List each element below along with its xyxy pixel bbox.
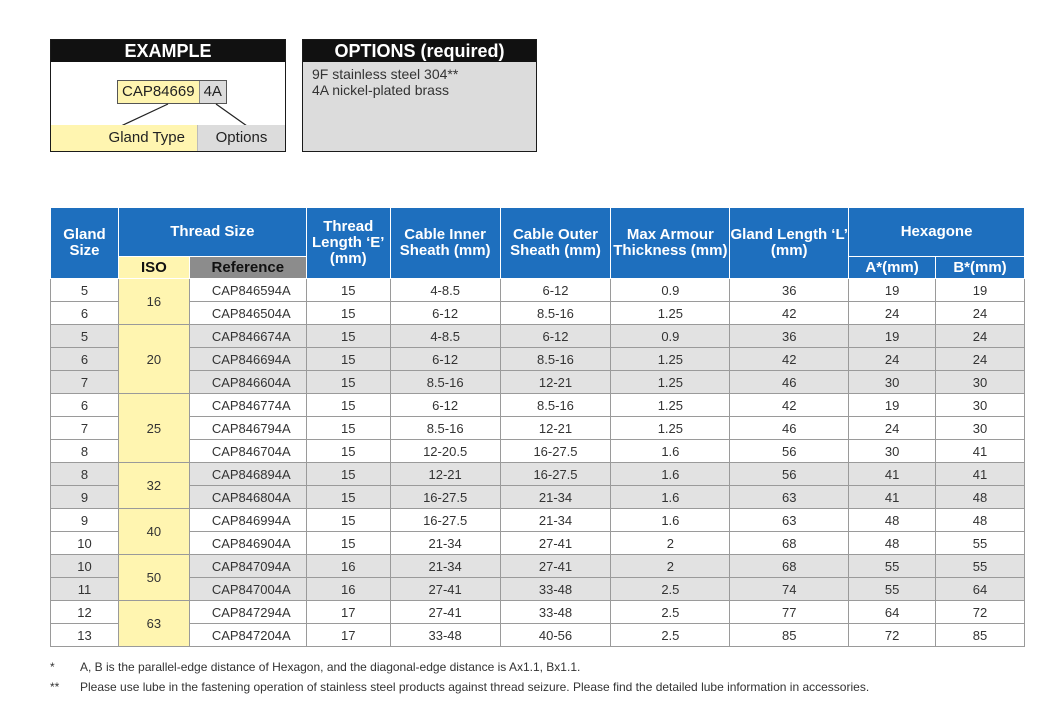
- cell-hex-b: 24: [936, 348, 1025, 371]
- cell-reference: CAP846904A: [189, 532, 306, 555]
- cell-reference: CAP846994A: [189, 509, 306, 532]
- cell-outer-sheath: 27-41: [500, 532, 611, 555]
- option-item: 9F stainless steel 304**: [312, 66, 459, 82]
- cell-outer-sheath: 40-56: [500, 624, 611, 647]
- cell-hex-a: 24: [849, 348, 936, 371]
- cell-hex-b: 72: [936, 601, 1025, 624]
- cell-armour-thickness: 1.25: [611, 371, 730, 394]
- cell-iso: 16: [118, 279, 189, 325]
- cell-inner-sheath: 27-41: [390, 578, 500, 601]
- cell-thread-length: 15: [306, 532, 390, 555]
- cell-hex-a: 48: [849, 532, 936, 555]
- cell-thread-length: 15: [306, 417, 390, 440]
- table-row: [51, 532, 1025, 555]
- cell-gland-size: 6: [51, 394, 119, 417]
- example-option-code: 4A: [199, 81, 226, 103]
- table-row: [51, 348, 1025, 371]
- cell-gland-length: 56: [730, 463, 849, 486]
- cell-reference: CAP846794A: [189, 417, 306, 440]
- spec-table-body: [51, 279, 1025, 647]
- cell-gland-length: 36: [730, 279, 849, 302]
- header-hexagone: Hexagone: [849, 208, 1025, 257]
- cell-gland-size: 12: [51, 601, 119, 624]
- example-title: EXAMPLE: [51, 40, 285, 62]
- cell-gland-length: 68: [730, 555, 849, 578]
- table-row: [51, 325, 1025, 348]
- cell-outer-sheath: 12-21: [500, 371, 611, 394]
- header-a-mm: A*(mm): [849, 257, 936, 279]
- header-iso: ISO: [118, 257, 189, 279]
- cell-gland-size: 9: [51, 486, 119, 509]
- header-gland-length: Gland Length ‘L’ (mm): [730, 208, 849, 279]
- cell-outer-sheath: 12-21: [500, 417, 611, 440]
- cell-inner-sheath: 21-34: [390, 532, 500, 555]
- cell-gland-length: 42: [730, 394, 849, 417]
- cell-inner-sheath: 4-8.5: [390, 325, 500, 348]
- cell-inner-sheath: 33-48: [390, 624, 500, 647]
- cell-armour-thickness: 1.6: [611, 463, 730, 486]
- cell-hex-b: 48: [936, 509, 1025, 532]
- cell-gland-size: 10: [51, 555, 119, 578]
- cell-thread-length: 15: [306, 348, 390, 371]
- cell-reference: CAP846674A: [189, 325, 306, 348]
- cell-thread-length: 15: [306, 302, 390, 325]
- cell-hex-a: 19: [849, 325, 936, 348]
- options-box: [302, 39, 537, 152]
- table-row: [51, 394, 1025, 417]
- cell-gland-size: 8: [51, 463, 119, 486]
- cell-hex-b: 85: [936, 624, 1025, 647]
- cell-reference: CAP846774A: [189, 394, 306, 417]
- cell-thread-length: 15: [306, 463, 390, 486]
- cell-armour-thickness: 1.6: [611, 440, 730, 463]
- cell-iso: 32: [118, 463, 189, 509]
- cell-armour-thickness: 0.9: [611, 279, 730, 302]
- cell-hex-a: 64: [849, 601, 936, 624]
- cell-thread-length: 15: [306, 279, 390, 302]
- cell-gland-size: 13: [51, 624, 119, 647]
- cell-inner-sheath: 16-27.5: [390, 509, 500, 532]
- cell-reference: CAP847204A: [189, 624, 306, 647]
- cell-hex-a: 41: [849, 463, 936, 486]
- footnote: * A, B is the parallel-edge distance of Hexagon, and the diagonal-edge distance is Ax1.1, Bx1.1.: [50, 660, 581, 674]
- cell-hex-b: 19: [936, 279, 1025, 302]
- options-title: OPTIONS (required): [303, 40, 536, 62]
- footnotes: [50, 657, 1010, 697]
- cell-iso: 63: [118, 601, 189, 647]
- table-row: [51, 555, 1025, 578]
- header-thread-length: Thread Length ‘E’ (mm): [306, 208, 390, 279]
- cell-hex-b: 48: [936, 486, 1025, 509]
- cell-hex-b: 30: [936, 394, 1025, 417]
- table-row: [51, 624, 1025, 647]
- cell-outer-sheath: 6-12: [500, 279, 611, 302]
- cell-outer-sheath: 16-27.5: [500, 440, 611, 463]
- header-thread-size: Thread Size: [118, 208, 306, 257]
- cell-armour-thickness: 0.9: [611, 325, 730, 348]
- header-b-mm: B*(mm): [936, 257, 1025, 279]
- example-connector-lines: [51, 103, 285, 127]
- table-row: [51, 417, 1025, 440]
- cell-armour-thickness: 1.6: [611, 486, 730, 509]
- cell-outer-sheath: 33-48: [500, 578, 611, 601]
- option-item: 4A nickel-plated brass: [312, 82, 449, 98]
- table-row: [51, 440, 1025, 463]
- cell-reference: CAP846704A: [189, 440, 306, 463]
- table-row: [51, 601, 1025, 624]
- cell-outer-sheath: 21-34: [500, 509, 611, 532]
- cell-outer-sheath: 6-12: [500, 325, 611, 348]
- cell-reference: CAP846594A: [189, 279, 306, 302]
- cell-gland-length: 46: [730, 417, 849, 440]
- cell-gland-size: 9: [51, 509, 119, 532]
- cell-hex-a: 41: [849, 486, 936, 509]
- cell-hex-a: 24: [849, 417, 936, 440]
- example-code: [117, 80, 227, 104]
- cell-outer-sheath: 21-34: [500, 486, 611, 509]
- cell-armour-thickness: 1.6: [611, 509, 730, 532]
- header-gland-size: Gland Size: [51, 208, 119, 279]
- cell-gland-size: 10: [51, 532, 119, 555]
- cell-gland-length: 68: [730, 532, 849, 555]
- cell-thread-length: 17: [306, 601, 390, 624]
- cell-outer-sheath: 8.5-16: [500, 394, 611, 417]
- cell-reference: CAP846604A: [189, 371, 306, 394]
- cell-hex-a: 55: [849, 555, 936, 578]
- cell-hex-a: 30: [849, 440, 936, 463]
- cell-hex-a: 48: [849, 509, 936, 532]
- cell-hex-b: 41: [936, 463, 1025, 486]
- cell-armour-thickness: 1.25: [611, 394, 730, 417]
- table-row: [51, 302, 1025, 325]
- cell-outer-sheath: 33-48: [500, 601, 611, 624]
- cell-thread-length: 17: [306, 624, 390, 647]
- cell-reference: CAP847094A: [189, 555, 306, 578]
- cell-armour-thickness: 2.5: [611, 601, 730, 624]
- example-gland-code: CAP84669: [118, 81, 199, 103]
- cell-hex-a: 19: [849, 279, 936, 302]
- cell-gland-length: 46: [730, 371, 849, 394]
- cell-iso: 20: [118, 325, 189, 394]
- cell-armour-thickness: 1.25: [611, 348, 730, 371]
- cell-thread-length: 15: [306, 394, 390, 417]
- cell-gland-length: 77: [730, 601, 849, 624]
- options-list: [303, 62, 536, 98]
- gland-type-label: Gland Type: [51, 125, 197, 151]
- table-row: [51, 371, 1025, 394]
- cell-inner-sheath: 21-34: [390, 555, 500, 578]
- cell-inner-sheath: 6-12: [390, 394, 500, 417]
- cell-hex-a: 19: [849, 394, 936, 417]
- cell-thread-length: 15: [306, 325, 390, 348]
- table-row: [51, 279, 1025, 302]
- cell-hex-a: 55: [849, 578, 936, 601]
- cell-thread-length: 15: [306, 509, 390, 532]
- cell-hex-b: 55: [936, 532, 1025, 555]
- options-label: Options: [197, 125, 285, 151]
- cell-thread-length: 16: [306, 578, 390, 601]
- cell-gland-length: 85: [730, 624, 849, 647]
- cell-armour-thickness: 1.25: [611, 417, 730, 440]
- cell-armour-thickness: 2.5: [611, 578, 730, 601]
- cell-inner-sheath: 12-20.5: [390, 440, 500, 463]
- cell-gland-length: 42: [730, 348, 849, 371]
- footnote: ** Please use lube in the fastening operation of stainless steel products against thread seizure. Please find the detailed lube information in accessories.: [50, 680, 870, 694]
- cell-reference: CAP846694A: [189, 348, 306, 371]
- cell-inner-sheath: 8.5-16: [390, 417, 500, 440]
- cell-reference: CAP847294A: [189, 601, 306, 624]
- cell-armour-thickness: 2: [611, 555, 730, 578]
- header-inner-sheath: Cable Inner Sheath (mm): [390, 208, 500, 279]
- cell-hex-b: 24: [936, 325, 1025, 348]
- cell-gland-size: 6: [51, 348, 119, 371]
- cell-inner-sheath: 27-41: [390, 601, 500, 624]
- cell-hex-a: 30: [849, 371, 936, 394]
- cell-thread-length: 15: [306, 440, 390, 463]
- cell-iso: 50: [118, 555, 189, 601]
- cell-armour-thickness: 2.5: [611, 624, 730, 647]
- cell-armour-thickness: 2: [611, 532, 730, 555]
- cell-thread-length: 15: [306, 486, 390, 509]
- cell-gland-length: 42: [730, 302, 849, 325]
- cell-hex-a: 24: [849, 302, 936, 325]
- cell-gland-size: 5: [51, 325, 119, 348]
- cell-reference: CAP846894A: [189, 463, 306, 486]
- header-outer-sheath: Cable Outer Sheath (mm): [500, 208, 611, 279]
- cell-reference: CAP847004A: [189, 578, 306, 601]
- cell-gland-length: 74: [730, 578, 849, 601]
- cell-gland-size: 8: [51, 440, 119, 463]
- cell-hex-b: 30: [936, 417, 1025, 440]
- cell-inner-sheath: 6-12: [390, 302, 500, 325]
- cell-inner-sheath: 12-21: [390, 463, 500, 486]
- cell-gland-size: 11: [51, 578, 119, 601]
- example-box: [50, 39, 286, 152]
- cell-hex-b: 41: [936, 440, 1025, 463]
- cell-gland-size: 7: [51, 417, 119, 440]
- cell-gland-size: 6: [51, 302, 119, 325]
- cell-gland-length: 63: [730, 509, 849, 532]
- cell-outer-sheath: 16-27.5: [500, 463, 611, 486]
- table-row: [51, 486, 1025, 509]
- cell-gland-length: 36: [730, 325, 849, 348]
- cell-inner-sheath: 6-12: [390, 348, 500, 371]
- cell-outer-sheath: 8.5-16: [500, 302, 611, 325]
- cell-outer-sheath: 8.5-16: [500, 348, 611, 371]
- cell-hex-b: 64: [936, 578, 1025, 601]
- cell-reference: CAP846504A: [189, 302, 306, 325]
- cell-hex-b: 55: [936, 555, 1025, 578]
- cell-gland-size: 5: [51, 279, 119, 302]
- cell-hex-a: 72: [849, 624, 936, 647]
- cell-iso: 40: [118, 509, 189, 555]
- cell-gland-length: 56: [730, 440, 849, 463]
- table-row: [51, 509, 1025, 532]
- spec-table: [50, 207, 1025, 647]
- cell-inner-sheath: 16-27.5: [390, 486, 500, 509]
- example-labels: [51, 125, 285, 151]
- cell-gland-size: 7: [51, 371, 119, 394]
- cell-inner-sheath: 8.5-16: [390, 371, 500, 394]
- header-armour-thickness: Max Armour Thickness (mm): [611, 208, 730, 279]
- cell-gland-length: 63: [730, 486, 849, 509]
- cell-outer-sheath: 27-41: [500, 555, 611, 578]
- cell-iso: 25: [118, 394, 189, 463]
- cell-reference: CAP846804A: [189, 486, 306, 509]
- cell-thread-length: 16: [306, 555, 390, 578]
- cell-thread-length: 15: [306, 371, 390, 394]
- cell-armour-thickness: 1.25: [611, 302, 730, 325]
- cell-hex-b: 30: [936, 371, 1025, 394]
- cell-hex-b: 24: [936, 302, 1025, 325]
- cell-inner-sheath: 4-8.5: [390, 279, 500, 302]
- table-row: [51, 463, 1025, 486]
- header-reference: Reference: [189, 257, 306, 279]
- table-row: [51, 578, 1025, 601]
